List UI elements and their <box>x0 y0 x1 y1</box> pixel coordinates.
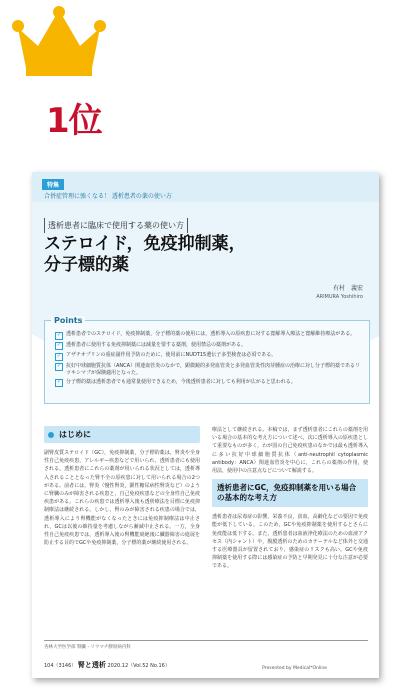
list-item: ✓ アザチオプリンの重症副作用予防のために，使用前にNUDT15遺伝子多型検査は必須である。 <box>56 352 277 359</box>
bullet-icon <box>48 432 54 438</box>
list-item: ✓ 透析患者でのステロイド，免疫抑制薬，分子標的薬の使用には，透析導入の原疾患に対する寛解導入療法と寛解維持療法がある。 <box>56 331 356 338</box>
section-heading-intro: はじめに <box>44 426 200 443</box>
article-title <box>44 234 364 276</box>
intro-continued: 療法として継続される。本稿では，まず透析患者にこれらの薬剤を用いる場合の基本的な考え方について述べ，次に透析導入の原疾患として重要なものが多く，わが国の自己免疫疾患のなかでは最も透析導入に多い抗好中球細胞質抗体（anti-neutrophil cytoplasmic antibody：ANCA）関連血管炎を中心に，これらの薬剤の作用，使用法，使用中の注意点などについて解説する。 <box>212 427 368 475</box>
column-left <box>44 426 200 547</box>
intro-body: 副腎皮質ステロイド（GC），免疫抑制薬，分子標的薬は，腎炎や全身性自己免疫疾患，アレルギー疾患などで用いられ，透析患者にも使用される。透析患者にこれらの薬剤が用いられる状況としては，透析導入されることとなった腎不全の原疾患に対して用いられる場合の2つがある。前者には，腎炎（慢性腎炎，顕性糖尿病性腎炎など）のように腎臓のみが障害される疾患と，自己免疫疾患などの全身性自己免疫疾患がある。これらの疾患では透析導入後も透析療法を目標に免疫抑制療法は継続される。しかし，腎のみが障害される疾患の場合では，透析導入により腎機能がなくなったときには免疫抑制療法は中止され，GCは以後の維持量を考慮しながら漸減中止される。一方，全身性自己免疫疾患では，透析導入後の腎機能廃絶後に臓器障害の進展を防止する目的でGCや免疫抑制薬，分子標的薬が継続使用される。 <box>44 450 200 547</box>
author <box>316 283 363 300</box>
list-item: ✓ 分子標的薬は透析患者でも通常量使用できるため，今後透析患者に対しても利用が広がると思われる。 <box>56 378 296 385</box>
article-title-line2: 分子標的薬 <box>44 255 129 275</box>
rank-label: 1位 <box>46 101 102 141</box>
presented-by: Presented by Medical*Online <box>262 666 327 671</box>
points-title: Points <box>51 316 85 325</box>
check-icon: ✓ <box>56 363 62 369</box>
section-heading-basics: 透析患者にGC，免疫抑制薬を用いる場合の基本的な考え方 <box>212 479 368 507</box>
journal-page <box>32 172 379 678</box>
feature-tag: 特集 <box>42 179 64 190</box>
feature-subtitle: 合併症管理に強くなる！ 透析患者の薬の使い方 <box>44 193 172 200</box>
column-right <box>212 426 368 571</box>
check-icon: ✓ <box>56 352 62 359</box>
journal-name: 腎と透析 <box>77 661 106 669</box>
points-list <box>55 331 361 389</box>
issue-info: 2020.12（Vol.52 No.16） <box>107 663 170 669</box>
author-ja: 有村 義宏 <box>332 285 363 292</box>
check-icon: ✓ <box>56 342 62 348</box>
check-icon: ✓ <box>56 331 62 338</box>
list-item: ✓ 透析患者に使用する免疫抑制薬には減量を要する薬剤，使用禁忌の薬剤がある。 <box>56 341 247 348</box>
list-item: ✓ 抗好中球細胞質抗体（ANCA）関連血管炎のなかで，顕微鏡的多発血管炎と多発血管炎性肉芽腫症の治療に対し分子標的薬であるリツキシマブが保険適用となった。 <box>56 362 360 376</box>
crown-icon <box>10 6 108 78</box>
affiliation-footnote: 杏林大学医学部 腎臓・リウマチ膠原病内科 <box>44 640 368 650</box>
article-title-line1: ステロイド，免疫抑制薬， <box>44 234 246 254</box>
basics-body: 透析患者は尿毒症の影響，栄養不良，貧血，高齢化などの要因で免疫能が低下している。このため，GCや免疫抑制薬を使用するとさらに免疫能は低下する。また，透析患者は血液浄化療法のための血液アクセス（内シャント）や，腹膜透析のためのカテーテルなど体外と交通する医療器具が留置されており，感染症のリスクも高い。GCや免疫抑制薬を使用する際には感染症の予防と早期発見に十分な注意が必要である。 <box>212 514 368 570</box>
page-info: 104（3146） 腎と透析 2020.12（Vol.52 No.16） <box>44 661 170 669</box>
author-en: ARIMURA Yoshihiro <box>316 294 363 300</box>
check-icon: ✓ <box>56 379 62 385</box>
feature-band <box>32 172 379 202</box>
page-footer <box>32 652 379 678</box>
series-title: 透析患者に臨床で使用する薬の使い方 <box>44 218 188 233</box>
points-box <box>44 316 370 404</box>
